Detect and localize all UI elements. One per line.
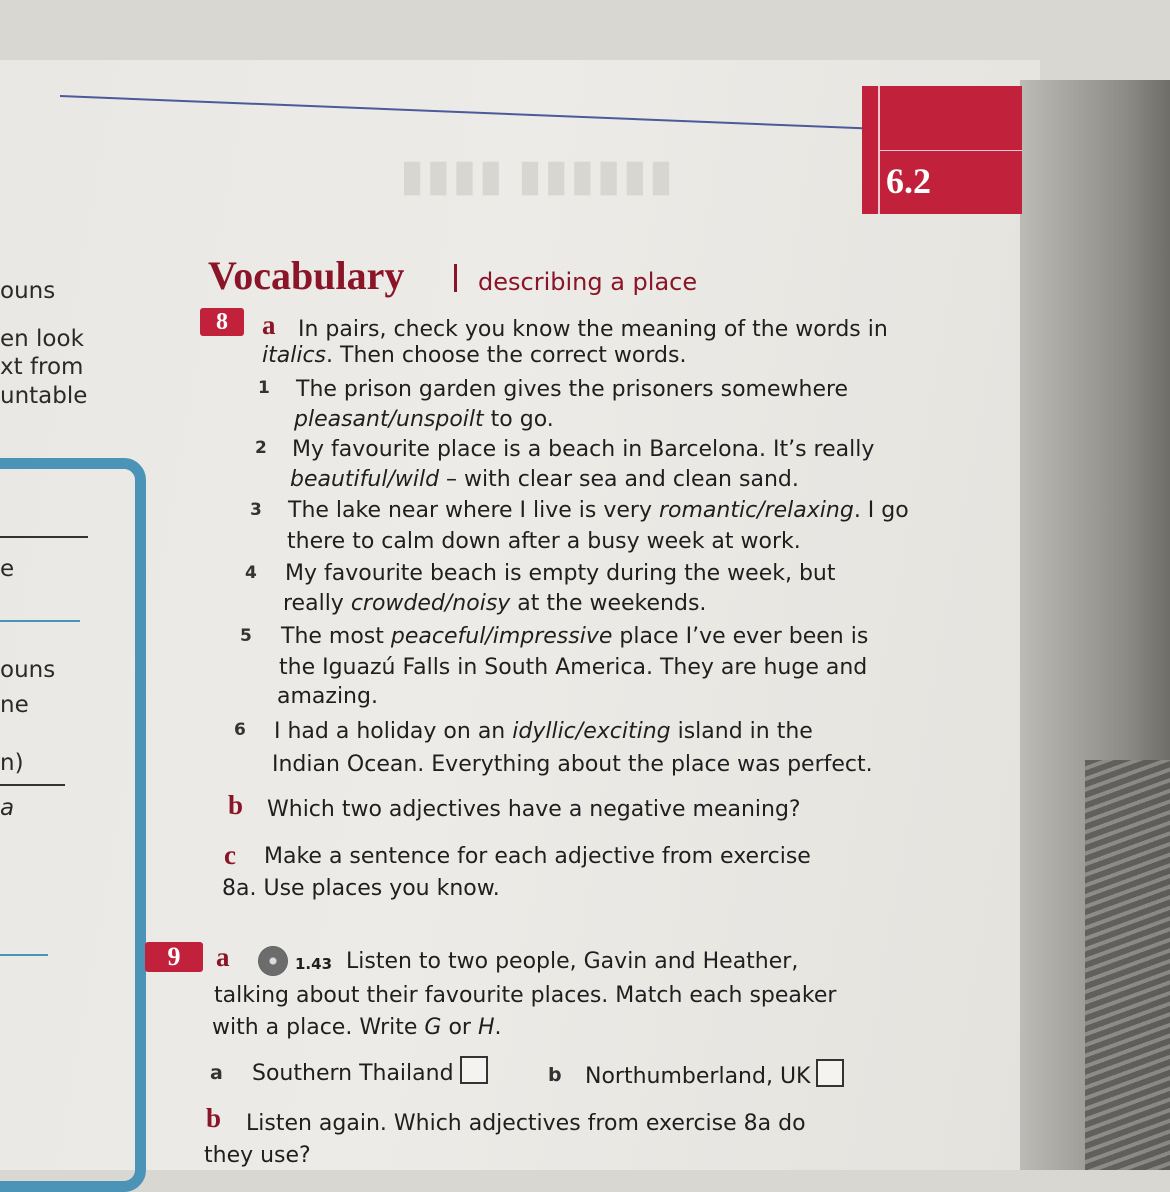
unit-number: 6.2 (886, 161, 931, 201)
item-number: 5 (240, 626, 252, 646)
margin-text: untable (0, 383, 88, 409)
margin-text: ne (0, 692, 29, 718)
part-c-text: 8a. Use places you know. (222, 876, 500, 901)
item-text: The prison garden gives the prisoners somewhere (296, 377, 849, 402)
option-letter: b (548, 1064, 562, 1086)
margin-text: xt from (0, 354, 84, 380)
item-number: 1 (258, 378, 270, 398)
item-number: 6 (234, 720, 246, 740)
item-text[interactable]: really crowded/noisy at the weekends. (283, 591, 707, 616)
item-number: 4 (245, 563, 257, 583)
item-text: amazing. (277, 684, 378, 709)
part-b-label: b (228, 790, 244, 820)
title-divider (454, 264, 457, 292)
side-box (0, 458, 146, 1192)
exercise-9-badge: 9 (145, 942, 203, 972)
item-text: My favourite beach is empty during the week, but (285, 561, 836, 586)
margin-text: e (0, 556, 15, 582)
part-b-text: they use? (204, 1143, 311, 1168)
margin-text: en look (0, 326, 84, 352)
section-subtitle: describing a place (478, 268, 698, 296)
item-text[interactable]: The most peaceful/impressive place I’ve ever been is (281, 624, 869, 649)
instruction-line: talking about their favourite places. Match each speaker (214, 983, 837, 1008)
option-b[interactable]: Northumberland, UK (585, 1059, 844, 1091)
instruction-line: In pairs, check you know the meaning of the words in (298, 317, 888, 342)
margin-text: ouns (0, 657, 56, 683)
item-text: there to calm down after a busy week at work. (287, 529, 801, 554)
part-a-label: a (262, 310, 276, 340)
item-text: My favourite place is a beach in Barcelona. It’s really (292, 437, 875, 462)
part-a-label: a (216, 942, 230, 972)
part-b-text: Listen again. Which adjectives from exercise 8a do (246, 1111, 806, 1136)
margin-text: a (0, 795, 15, 821)
margin-text: ouns (0, 278, 56, 304)
part-c-label: c (224, 840, 236, 870)
item-text[interactable]: pleasant/unspoilt to go. (294, 407, 554, 432)
item-text: the Iguazú Falls in South America. They are huge and (279, 655, 868, 680)
answer-box[interactable] (460, 1056, 488, 1084)
answer-box[interactable] (816, 1059, 844, 1087)
section-title: Vocabulary (208, 253, 405, 298)
item-text: Indian Ocean. Everything about the place was perfect. (272, 752, 873, 777)
margin-text: n) (0, 750, 24, 776)
track-number: 1.43 (295, 955, 333, 973)
part-c-text: Make a sentence for each adjective from exercise (264, 844, 811, 869)
item-text[interactable]: I had a holiday on an idyllic/exciting island in the (274, 719, 813, 744)
item-number: 2 (255, 438, 267, 458)
instruction-line: italics. Then choose the correct words. (262, 343, 687, 368)
audio-track[interactable] (258, 946, 332, 978)
page-stack (1085, 760, 1170, 1170)
exercise-8-badge: 8 (200, 308, 244, 336)
item-number: 3 (250, 500, 262, 520)
instruction-line: with a place. Write G or H. (212, 1015, 502, 1040)
instruction-line: Listen to two people, Gavin and Heather, (346, 949, 799, 974)
item-text[interactable]: beautiful/wild – with clear sea and clean sand. (290, 467, 799, 492)
cd-icon[interactable] (258, 946, 288, 976)
option-letter: a (210, 1062, 223, 1084)
part-b-text: Which two adjectives have a negative meaning? (267, 797, 801, 822)
bleed-through-text: ▮▮▮▮ ▮▮▮▮▮▮ (400, 151, 676, 200)
part-b-label: b (206, 1103, 222, 1133)
option-a[interactable]: Southern Thailand (252, 1056, 488, 1088)
item-text[interactable]: The lake near where I live is very romantic/relaxing. I go (288, 498, 909, 523)
